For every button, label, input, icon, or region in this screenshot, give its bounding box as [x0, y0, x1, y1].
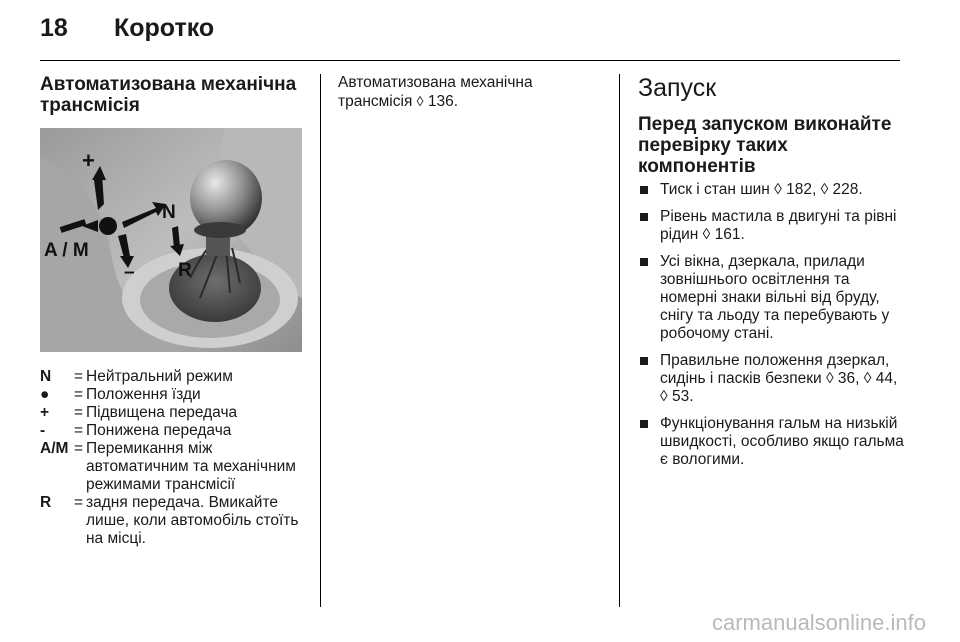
column-divider-2 [619, 74, 620, 607]
subheading-pre-start-checks: Перед запуском виконайте перевірку таких компонентів [638, 114, 892, 177]
list-item: Рівень мастила в двигуні та рівні рідин ◊ 161. [638, 208, 906, 244]
list-item: Тиск і стан шин ◊ 182, ◊ 228. [638, 181, 906, 199]
legend-key: R [40, 494, 52, 511]
legend-key: + [40, 404, 50, 421]
legend-text: задня передача. Вмикайте лише, коли автомобіль стоїть на місці. [86, 494, 299, 547]
square-bullet-icon [640, 420, 648, 428]
legend-text: Положення їзди [86, 386, 201, 403]
shifter-label-r: R [178, 260, 192, 281]
column-2 [338, 74, 600, 111]
legend-key: - [40, 422, 46, 439]
check-list [638, 181, 906, 469]
legend-key: N [40, 368, 52, 385]
legend-text: Підвищена передача [86, 404, 238, 421]
page-header [40, 14, 214, 50]
shifter-label-n: N [162, 202, 176, 223]
legend-key-drive-dot: ● [40, 386, 50, 403]
watermark: carmanualsonline.info [711, 610, 926, 635]
legend-text: Нейтральний режим [86, 368, 233, 385]
legend-row: R = задня передача. Вмикайте лише, коли автомобіль стоїть на місці. [40, 494, 302, 548]
square-bullet-icon [640, 357, 648, 365]
legend-row: A/M = Перемикання між автоматичним та механічним режимами трансмісії [40, 440, 302, 494]
page-number: 18 [40, 14, 68, 42]
column-1 [40, 74, 302, 548]
square-bullet-icon [640, 258, 648, 266]
shifter-label-minus: – [124, 262, 135, 283]
gear-shifter-photo [40, 128, 302, 352]
shifter-label-plus: + [82, 148, 95, 173]
page-ref-arrow-icon: ◊ [416, 93, 424, 109]
list-item: Правильне положення дзеркал, сидінь і пасків безпеки ◊ 36, ◊ 44, ◊ 53. [638, 352, 906, 406]
square-bullet-icon [640, 213, 648, 221]
legend-text: Понижена передача [86, 422, 232, 439]
legend-row: N = Нейтральний режим [40, 368, 302, 386]
column-divider-1 [320, 74, 321, 607]
legend-row: - = Понижена передача [40, 422, 302, 440]
shifter-label-am: A / M [44, 240, 89, 261]
list-item: Функціонування гальм на низькій швидкості, особливо якщо гальма є вологими. [638, 415, 906, 469]
shifter-legend [40, 368, 302, 548]
section-heading-start: Запуск [638, 74, 717, 102]
section-heading-transmission: Автоматизована механічна трансмісія [40, 74, 297, 116]
legend-text: Перемикання між автоматичним та механічним режимами трансмісії [86, 440, 296, 493]
legend-row: + = Підвищена передача [40, 404, 302, 422]
legend-key: A/M [40, 440, 69, 457]
page-title: Коротко [114, 14, 215, 42]
legend-row: ● = Положення їзди [40, 386, 302, 404]
transmission-reference: Автоматизована механічна трансмісія ◊ 136. [338, 74, 533, 110]
square-bullet-icon [640, 186, 648, 194]
column-3 [638, 74, 906, 478]
list-item: Усі вікна, дзеркала, прилади зовнішнього освітлення та номерні знаки вільні від бруду, снігу та льоду та перебувають у робочому стані. [638, 253, 906, 343]
header-rule [40, 60, 900, 61]
